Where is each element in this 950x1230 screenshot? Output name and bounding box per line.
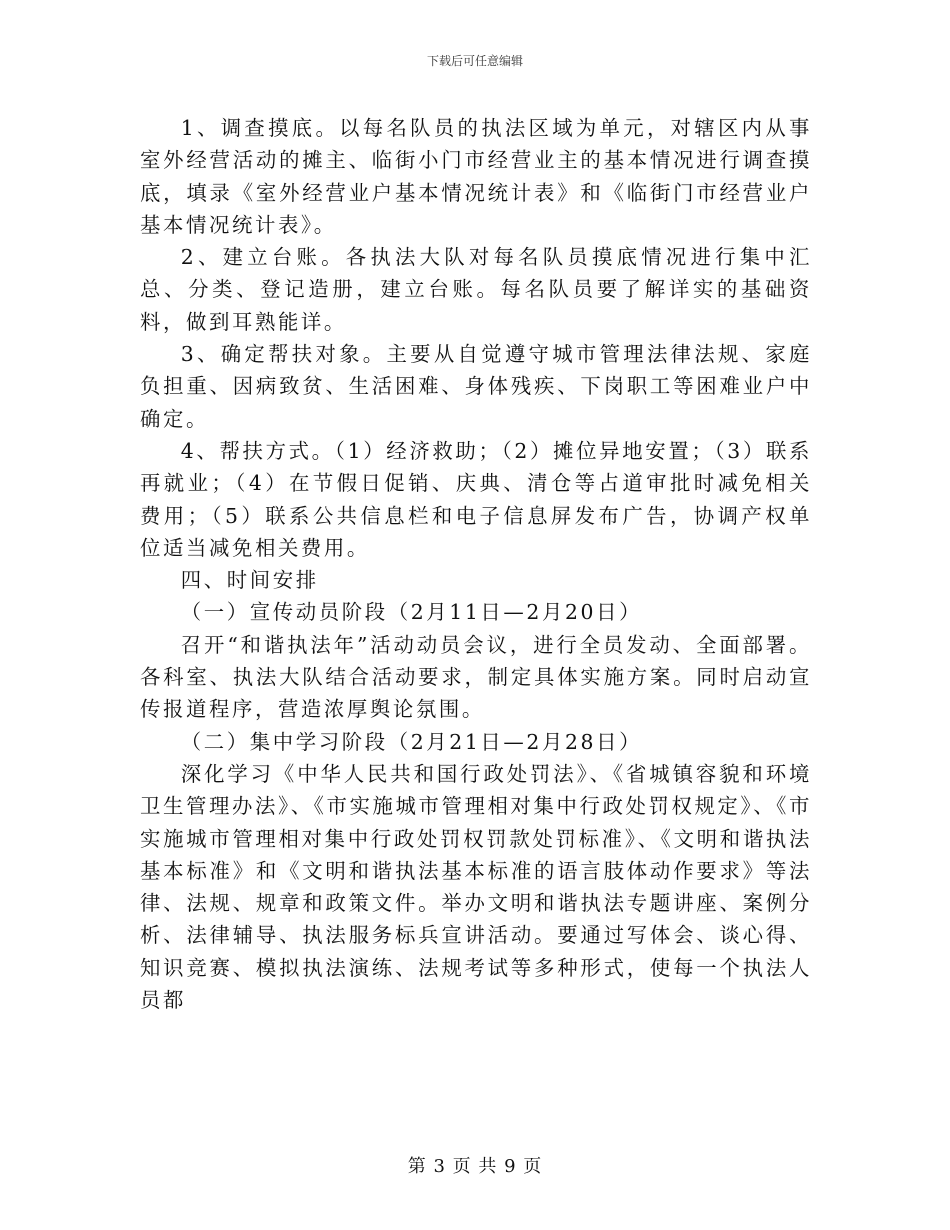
paragraph-study: 深化学习《中华人民共和国行政处罚法》、《省城镇容貌和环境卫生管理办法》、《市实施城市管理相对集中行政处罚权规定》、《市实施城市管理相对集中行政处罚权罚款处罚标准》、《文明和谐执法基本标准》和《文明和谐执法基本标准的语言肢体动作要求》等法律、法规、规章和政策文件。举办文明和谐执法专题讲座、案例分析、法律辅导、执法服务标兵宣讲活动。要通过写体会、谈心得、知识竞赛、模拟执法演练、法规考试等多种形式，使每一个执法人员都 xyxy=(140,761,812,1013)
paragraph-survey: 1、调查摸底。以每名队员的执法区域为单元，对辖区内从事室外经营活动的摊主、临街小门市经营业主的基本情况进行调查摸底，填录《室外经营业户基本情况统计表》和《临街门市经营业户基本情况统计表》。 xyxy=(140,116,812,237)
page-header: 下载后可任意编辑 xyxy=(426,54,523,68)
page-number: 第 3 页 共 9 页 xyxy=(407,1156,543,1177)
subheading-study-phase: （二）集中学习阶段（2月21日—2月28日） xyxy=(180,729,643,754)
paragraph-ledger: 2、建立台账。各执法大队对每名队员摸底情况进行集中汇总、分类、登记造册，建立台账。每名队员要了解详实的基础资料，做到耳熟能详。 xyxy=(140,245,812,334)
section-heading-schedule: 四、时间安排 xyxy=(180,568,319,593)
paragraph-mobilization: 召开“和谐执法年”活动动员会议，进行全员发动、全面部署。各科室、执法大队结合活动要求，制定具体实施方案。同时启动宣传报道程序，营造浓厚舆论氛围。 xyxy=(140,632,812,722)
subheading-mobilization-phase: （一）宣传动员阶段（2月11日—2月20日） xyxy=(180,600,643,625)
document-body xyxy=(140,112,812,1016)
paragraph-support-targets: 3、确定帮扶对象。主要从自觉遵守城市管理法律法规、家庭负担重、因病致贫、生活困难、身体残疾、下岗职工等困难业户中确定。 xyxy=(140,342,812,431)
paragraph-support-methods: 4、帮扶方式。（1）经济救助；（2）摊位异地安置；（3）联系再就业；（4）在节假日促销、庆典、清仓等占道审批时减免相关费用；（5）联系公共信息栏和电子信息屏发布广告，协调产权单位适当减免相关费用。 xyxy=(140,438,812,560)
